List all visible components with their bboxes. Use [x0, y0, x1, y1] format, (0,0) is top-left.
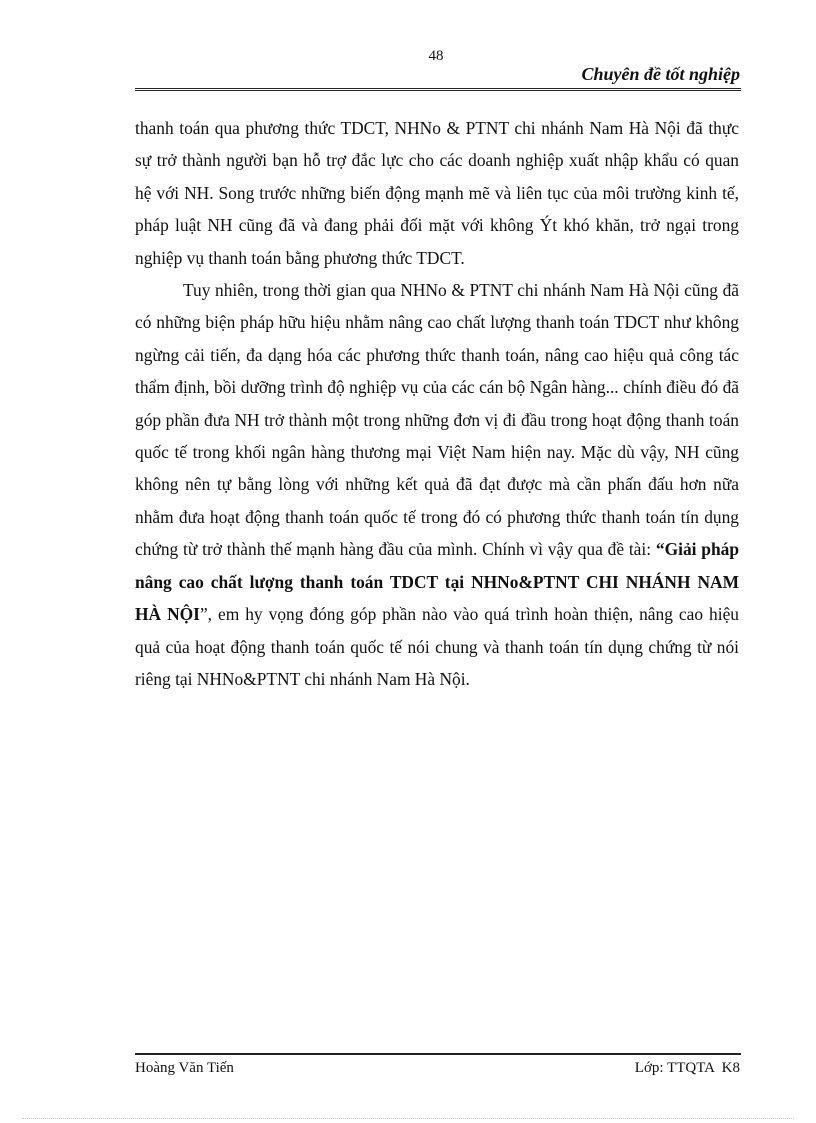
- body-text: [135, 112, 739, 695]
- paragraph-2-intro: Tuy nhiên, trong thời gian qua NHNo & PTNT chi nhánh Nam Hà Nội cũng đã có những biện pháp hữu hiệu nhằm nâng cao chất lượng thanh toán TDCT như không ngừng cải tiến, đa dạng hóa các phương thức thanh toán, nâng cao hiệu quả công tác thẩm định, bồi dưỡng trình độ nghiệp vụ của các cán bộ Ngân hàng... chính điều đó đã góp phần đưa NH trở thành một trong những đơn vị đi đầu trong hoạt động thanh toán quốc tế trong khối ngân hàng thương mại Việt Nam hiện nay. Mặc dù vậy, NH cũng không nên tự bằng lòng với những kết quả đã đạt được mà cần phấn đấu hơn nữa nhằm đưa hoạt động thanh toán quốc tế trong đó có phương thức thanh toán tín dụng chứng từ trở thành thế mạnh hàng đầu của mình. Chính vì vậy qua đề tài:: [135, 280, 739, 560]
- topic-title: “Giải pháp nâng cao chất lượng thanh toán TDCT tại NHNo&PTNT CHI NHÁNH NAM HÀ NỘI: [135, 539, 739, 625]
- footer-divider: [135, 1053, 741, 1055]
- document-title: Chuyên đề tốt nghiệp: [581, 64, 740, 84]
- paragraph-1: thanh toán qua phương thức TDCT, NHNo & PTNT chi nhánh Nam Hà Nội đã thực sự trở thành người bạn hỗ trợ đắc lực cho các doanh nghiệp xuất nhập khẩu có quan hệ với NH. Song trước những biến động mạnh mẽ và liên tục của môi trường kinh tế, pháp luật NH cũng đã và đang phải đối mặt với không Ýt khó khăn, trở ngại trong nghiệp vụ thanh toán bằng phương thức TDCT.: [135, 118, 739, 268]
- paragraph-2: [135, 274, 739, 695]
- page-number: 48: [428, 48, 444, 64]
- author-name: Hoàng Văn Tiến: [135, 1060, 234, 1076]
- class-label: Lớp: TTQTA K8: [634, 1060, 740, 1076]
- paragraph-2-outro: ”, em hy vọng đóng góp phần nào vào quá trình hoàn thiện, nâng cao hiệu quả của hoạt động thanh toán quốc tế nói chung và thanh toán tín dụng chứng từ nói riêng tại NHNo&PTNT chi nhánh Nam Hà Nội.: [135, 604, 739, 689]
- header-divider: [135, 88, 741, 91]
- page-edge-divider: [22, 1118, 794, 1119]
